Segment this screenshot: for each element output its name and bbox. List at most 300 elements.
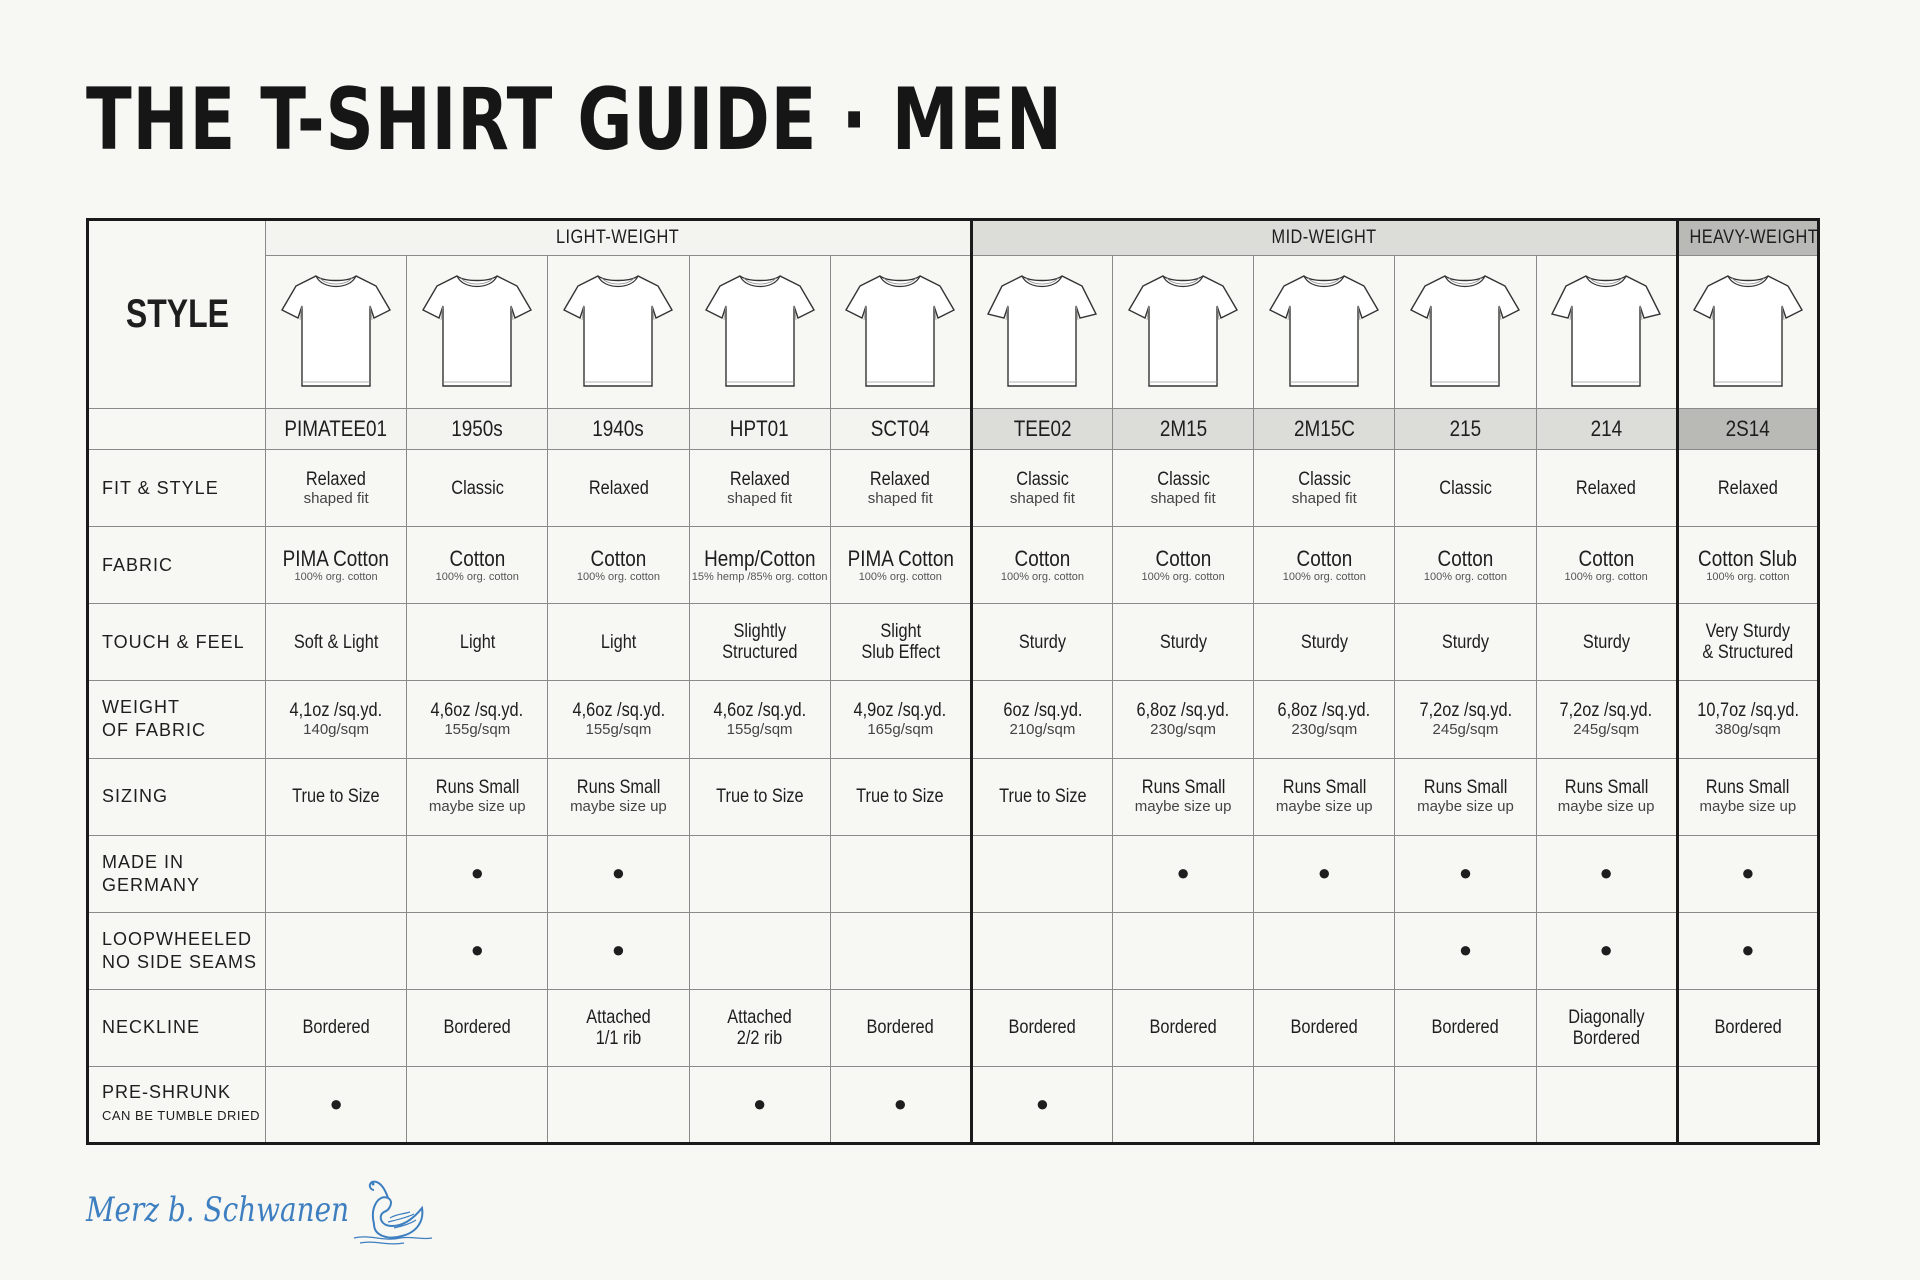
row-germany (88, 835, 1819, 912)
fit-value: Relaxed (729, 468, 790, 490)
row-label-subtext: CAN BE TUMBLE DRIED (102, 1108, 261, 1124)
cell-neckline-2s14 (1677, 989, 1818, 1066)
product-image-tee02 (971, 256, 1112, 409)
fabric-value: Cotton (1437, 545, 1494, 571)
fit-subvalue: shaped fit (867, 489, 933, 507)
cell-preshrunk-pimatee01 (266, 1066, 407, 1143)
product-code-214 (1536, 409, 1677, 450)
cell-germany-2s14 (1677, 835, 1818, 912)
feel-value: Soft & Light (293, 631, 379, 653)
feel-value-wrap (722, 621, 797, 663)
neckline-value: Bordered (1008, 1017, 1077, 1039)
row-label-text: SIZING (102, 786, 169, 807)
neckline-value-wrap (1009, 1017, 1076, 1038)
cell-neckline-tee02 (971, 989, 1112, 1066)
cell-weight-pimatee01 (266, 681, 407, 758)
product-code-label: SCT04 (870, 416, 930, 442)
cell-fit-215 (1395, 450, 1536, 527)
fabric-value: Cotton (1014, 545, 1071, 571)
sizing-value: Runs Small (1706, 777, 1790, 799)
neckline-value-wrap (1432, 1017, 1499, 1038)
cell-fit-hpt01 (689, 450, 830, 527)
product-image-pimatee01 (266, 256, 407, 409)
cell-neckline-sct04 (830, 989, 971, 1066)
cell-germany-pimatee01 (266, 835, 407, 912)
cell-preshrunk-1940s (548, 1066, 689, 1143)
tshirt-icon (1407, 266, 1523, 394)
cell-sizing-1940s (548, 758, 689, 835)
sizing-value: Runs Small (1423, 777, 1508, 799)
neckline-value-line2: 1/1 rib (595, 1027, 642, 1049)
neckline-value: Bordered (1149, 1017, 1217, 1039)
group-label-mid: MID-WEIGHT (1271, 227, 1377, 249)
cell-weight-215 (1395, 681, 1536, 758)
cell-feel-2m15c (1254, 604, 1395, 681)
sizing-value: Runs Small (1282, 777, 1367, 799)
bullet-dot: ● (1741, 860, 1755, 886)
row-label-subtext: OF FABRIC (102, 720, 207, 741)
fabric-composition: 15% hemp /85% org. cotton (691, 570, 828, 583)
weight-value: 6oz /sq.yd. (1002, 699, 1082, 721)
neckline-value-wrap (1291, 1017, 1358, 1038)
sizing-value: Runs Small (1564, 777, 1648, 799)
fit-subvalue: shaped fit (1150, 489, 1216, 507)
cell-preshrunk-1950s (407, 1066, 548, 1143)
cell-neckline-pimatee01 (266, 989, 407, 1066)
bullet-dot: ● (1599, 860, 1613, 886)
row-loopwheeled (88, 912, 1819, 989)
row-label-subtext: GERMANY (102, 874, 201, 895)
bullet-dot: ● (1741, 937, 1755, 963)
weight-value: 4,6oz /sq.yd. (713, 699, 806, 721)
product-code-label: 2M15 (1159, 416, 1207, 442)
cell-sizing-2m15c (1254, 758, 1395, 835)
cell-fabric-215 (1395, 527, 1536, 604)
weight-metric: 380g/sqm (1714, 720, 1781, 738)
fabric-value: Cotton Slub (1698, 545, 1798, 571)
neckline-value: Bordered (302, 1017, 370, 1039)
cell-germany-1950s (407, 835, 548, 912)
weight-value: 6,8oz /sq.yd. (1277, 699, 1371, 721)
product-code-label: TEE02 (1013, 416, 1072, 442)
weight-value: 7,2oz /sq.yd. (1419, 699, 1512, 721)
brand-logo (86, 1168, 446, 1246)
sizing-value: Runs Small (576, 777, 661, 799)
bullet-dot: ● (1317, 860, 1331, 886)
brand-name: Merz b. Schwanen (86, 1190, 350, 1230)
cell-loopwheeled-2s14 (1677, 912, 1818, 989)
feel-value: Very Sturdy (1705, 621, 1791, 643)
cell-neckline-214 (1536, 989, 1677, 1066)
fabric-value: PIMA Cotton (282, 545, 390, 571)
product-image-214 (1536, 256, 1677, 409)
bullet-dot: ● (1458, 860, 1473, 886)
cell-sizing-hpt01 (689, 758, 830, 835)
fabric-composition: 100% org. cotton (1000, 570, 1085, 583)
bullet-dot: ● (1035, 1090, 1050, 1116)
row-label-neckline (88, 989, 266, 1066)
cell-fit-pimatee01 (266, 450, 407, 527)
sizing-value: True to Size (998, 786, 1087, 808)
swan-icon (344, 1168, 434, 1246)
cell-preshrunk-2m15c (1254, 1066, 1395, 1143)
product-code-2m15 (1113, 409, 1254, 450)
feel-value-wrap (861, 621, 940, 663)
neckline-value-wrap (1150, 1017, 1217, 1038)
cell-neckline-2m15 (1113, 989, 1254, 1066)
fabric-composition: 100% org. cotton (576, 570, 661, 583)
feel-value-wrap (294, 632, 378, 653)
product-image-2m15 (1113, 256, 1254, 409)
tshirt-icon (278, 266, 394, 394)
cell-fabric-hpt01 (689, 527, 830, 604)
cell-loopwheeled-2m15c (1254, 912, 1395, 989)
row-label-subtext: NO SIDE SEAMS (102, 951, 258, 972)
cell-feel-sct04 (830, 604, 971, 681)
cell-preshrunk-2s14 (1677, 1066, 1818, 1143)
feel-value: Light (600, 631, 637, 653)
neckline-value: Bordered (866, 1017, 934, 1039)
row-label-text: PRE-SHRUNK (102, 1082, 232, 1103)
cell-germany-sct04 (830, 835, 971, 912)
product-code-label: 1950s (451, 416, 504, 442)
sizing-hint: maybe size up (1557, 798, 1655, 816)
cell-feel-pimatee01 (266, 604, 407, 681)
cell-feel-214 (1536, 604, 1677, 681)
cell-weight-sct04 (830, 681, 971, 758)
bullet-dot: ● (470, 937, 484, 963)
feel-value: Slight (879, 621, 921, 643)
neckline-value-wrap (1568, 1007, 1644, 1049)
fit-subvalue: shaped fit (303, 489, 369, 507)
cell-fit-sct04 (830, 450, 971, 527)
neckline-value-wrap (586, 1007, 651, 1049)
tshirt-icon (1690, 266, 1806, 394)
bullet-dot: ● (611, 937, 626, 963)
weight-value: 6,8oz /sq.yd. (1136, 699, 1230, 721)
fabric-composition: 100% org. cotton (294, 570, 378, 583)
weight-metric: 230g/sqm (1291, 720, 1358, 738)
cell-weight-tee02 (971, 681, 1112, 758)
cell-preshrunk-hpt01 (689, 1066, 830, 1143)
fit-subvalue: shaped fit (1291, 489, 1357, 507)
fabric-composition: 100% org. cotton (1423, 570, 1508, 583)
sizing-value: True to Size (856, 786, 945, 808)
product-code-sct04 (830, 409, 971, 450)
row-label-sizing (88, 758, 266, 835)
cell-preshrunk-tee02 (971, 1066, 1112, 1143)
cell-germany-2m15 (1113, 835, 1254, 912)
cell-sizing-2m15 (1113, 758, 1254, 835)
sizing-hint: maybe size up (1134, 798, 1232, 816)
weight-metric: 155g/sqm (726, 720, 793, 738)
cell-fabric-2s14 (1677, 527, 1818, 604)
cell-fabric-2m15 (1113, 527, 1254, 604)
product-code-2m15c (1254, 409, 1395, 450)
sizing-hint: maybe size up (1699, 798, 1797, 816)
cell-feel-1940s (548, 604, 689, 681)
cell-germany-1940s (548, 835, 689, 912)
product-image-215 (1395, 256, 1536, 409)
cell-loopwheeled-hpt01 (689, 912, 830, 989)
product-code-pimatee01 (266, 409, 407, 450)
product-image-hpt01 (689, 256, 830, 409)
neckline-value: Attached (727, 1006, 792, 1028)
page-title: THE T-SHIRT GUIDE · MEN (86, 70, 1063, 170)
neckline-value-wrap (302, 1017, 369, 1038)
bullet-dot: ● (470, 860, 484, 886)
fit-value: Classic (1439, 477, 1492, 499)
cell-weight-214 (1536, 681, 1677, 758)
code-row-label (88, 409, 266, 450)
cell-preshrunk-214 (1536, 1066, 1677, 1143)
cell-fabric-2m15c (1254, 527, 1395, 604)
group-header-light (266, 220, 972, 256)
fabric-value: Cotton (590, 545, 647, 571)
fit-subvalue: shaped fit (1009, 489, 1075, 507)
cell-loopwheeled-pimatee01 (266, 912, 407, 989)
fabric-composition: 100% org. cotton (1706, 570, 1790, 583)
weight-value: 4,9oz /sq.yd. (853, 699, 947, 721)
fit-value: Relaxed (588, 477, 649, 499)
weight-value: 4,1oz /sq.yd. (289, 699, 383, 721)
product-code-label: 2M15C (1293, 416, 1355, 442)
fabric-value: PIMA Cotton (847, 545, 954, 571)
weight-value: 10,7oz /sq.yd. (1696, 699, 1799, 721)
product-code-hpt01 (689, 409, 830, 450)
neckline-value-wrap (1714, 1017, 1781, 1038)
weight-metric: 140g/sqm (303, 720, 370, 738)
product-code-1950s (407, 409, 548, 450)
tshirt-icon (842, 266, 958, 394)
cell-loopwheeled-2m15 (1113, 912, 1254, 989)
row-label-preshrunk (88, 1066, 266, 1143)
feel-value-line2: Structured (721, 642, 798, 664)
feel-value: Light (459, 631, 495, 653)
sizing-value: Runs Small (1141, 777, 1225, 799)
cell-preshrunk-2m15 (1113, 1066, 1254, 1143)
neckline-value-wrap (727, 1007, 792, 1049)
product-code-2s14 (1677, 409, 1818, 450)
feel-value-line2: & Structured (1702, 642, 1794, 664)
feel-value-wrap (1583, 632, 1630, 653)
feel-value-wrap (1301, 632, 1348, 653)
bullet-dot: ● (1599, 937, 1613, 963)
cell-sizing-2s14 (1677, 758, 1818, 835)
cell-feel-hpt01 (689, 604, 830, 681)
fabric-composition: 100% org. cotton (858, 570, 942, 583)
feel-value-wrap (1019, 632, 1066, 653)
cell-feel-2s14 (1677, 604, 1818, 681)
cell-sizing-214 (1536, 758, 1677, 835)
neckline-value: Bordered (1431, 1017, 1500, 1039)
row-label-fit (88, 450, 266, 527)
cell-loopwheeled-1940s (548, 912, 689, 989)
sizing-hint: maybe size up (570, 798, 667, 816)
tshirt-guide-table (86, 218, 1820, 1145)
cell-sizing-tee02 (971, 758, 1112, 835)
cell-loopwheeled-215 (1395, 912, 1536, 989)
cell-neckline-1940s (548, 989, 689, 1066)
bullet-dot: ● (329, 1090, 343, 1116)
neckline-value: Attached (586, 1006, 651, 1028)
cell-loopwheeled-1950s (407, 912, 548, 989)
fit-value: Relaxed (870, 468, 931, 490)
group-label-light: LIGHT-WEIGHT (556, 227, 680, 249)
feel-value: Sturdy (1159, 631, 1207, 653)
cell-fabric-214 (1536, 527, 1677, 604)
cell-preshrunk-215 (1395, 1066, 1536, 1143)
row-fabric (88, 527, 1819, 604)
product-code-label: 215 (1449, 416, 1482, 442)
cell-neckline-2m15c (1254, 989, 1395, 1066)
fabric-value: Cotton (1296, 545, 1353, 571)
weight-value: 7,2oz /sq.yd. (1559, 699, 1653, 721)
weight-metric: 210g/sqm (1009, 720, 1076, 738)
cell-fit-1950s (407, 450, 548, 527)
weight-metric: 230g/sqm (1150, 720, 1217, 738)
fit-value: Classic (1297, 468, 1351, 490)
fabric-composition: 100% org. cotton (1564, 570, 1648, 583)
row-preshrunk (88, 1066, 1819, 1143)
bullet-dot: ● (893, 1090, 907, 1116)
neckline-value-line2: Bordered (1572, 1027, 1640, 1049)
sizing-value: True to Size (292, 786, 380, 808)
row-fit (88, 450, 1819, 527)
weight-value: 4,6oz /sq.yd. (572, 699, 665, 721)
weight-metric: 155g/sqm (444, 720, 511, 738)
neckline-value-line2: 2/2 rib (736, 1027, 783, 1049)
cell-weight-2s14 (1677, 681, 1818, 758)
tshirt-icon (1548, 266, 1664, 394)
cell-fit-2s14 (1677, 450, 1818, 527)
row-label-text: MADE IN (102, 851, 185, 872)
sizing-hint: maybe size up (1417, 798, 1514, 816)
cell-sizing-sct04 (830, 758, 971, 835)
cell-fabric-pimatee01 (266, 527, 407, 604)
feel-value: Sturdy (1441, 631, 1490, 653)
cell-fit-214 (1536, 450, 1677, 527)
row-label-germany (88, 835, 266, 912)
product-image-1950s (407, 256, 548, 409)
feel-value-wrap (1442, 632, 1489, 653)
sizing-value: True to Size (715, 786, 804, 808)
row-label-text: LOOPWHEELED (102, 928, 253, 949)
product-code-label: 1940s (592, 416, 645, 442)
bullet-dot: ● (752, 1090, 767, 1116)
product-image-sct04 (830, 256, 971, 409)
fit-subvalue: shaped fit (727, 489, 793, 507)
cell-sizing-215 (1395, 758, 1536, 835)
product-code-1940s (548, 409, 689, 450)
neckline-value-wrap (867, 1017, 934, 1038)
row-neckline (88, 989, 1819, 1066)
cell-fit-1940s (548, 450, 689, 527)
feel-value-wrap (1160, 632, 1207, 653)
cell-fabric-sct04 (830, 527, 971, 604)
product-code-tee02 (971, 409, 1112, 450)
cell-sizing-pimatee01 (266, 758, 407, 835)
neckline-value-wrap (444, 1017, 511, 1038)
cell-neckline-1950s (407, 989, 548, 1066)
sizing-hint: maybe size up (428, 798, 526, 816)
cell-fabric-tee02 (971, 527, 1112, 604)
feel-value-wrap (601, 632, 636, 653)
cell-fabric-1940s (548, 527, 689, 604)
tshirt-icon (560, 266, 676, 394)
row-label-weight (88, 681, 266, 758)
row-feel (88, 604, 1819, 681)
row-label-text: TOUCH & FEEL (102, 631, 245, 652)
cell-preshrunk-sct04 (830, 1066, 971, 1143)
product-image-2m15c (1254, 256, 1395, 409)
weight-value: 4,6oz /sq.yd. (430, 699, 524, 721)
weight-metric: 245g/sqm (1573, 720, 1640, 738)
product-code-label: 214 (1590, 416, 1622, 442)
cell-germany-214 (1536, 835, 1677, 912)
product-code-215 (1395, 409, 1536, 450)
bullet-dot: ● (1176, 860, 1190, 886)
cell-weight-hpt01 (689, 681, 830, 758)
fabric-value: Hemp/Cotton (703, 545, 816, 571)
tshirt-icon (702, 266, 818, 394)
style-header (88, 220, 266, 409)
fabric-value: Cotton (1578, 545, 1635, 571)
weight-metric: 155g/sqm (585, 720, 652, 738)
cell-loopwheeled-tee02 (971, 912, 1112, 989)
group-header-heavy (1677, 220, 1818, 256)
row-label-text: WEIGHT (102, 697, 180, 718)
cell-fabric-1950s (407, 527, 548, 604)
fabric-value: Cotton (449, 545, 506, 571)
feel-value: Sturdy (1018, 631, 1067, 653)
cell-neckline-hpt01 (689, 989, 830, 1066)
cell-weight-2m15 (1113, 681, 1254, 758)
cell-weight-1940s (548, 681, 689, 758)
cell-feel-215 (1395, 604, 1536, 681)
product-image-1940s (548, 256, 689, 409)
neckline-value: Bordered (443, 1017, 511, 1039)
feel-value-line2: Slub Effect (860, 642, 940, 664)
feel-value: Sturdy (1582, 631, 1630, 653)
product-code-label: 2S14 (1725, 416, 1770, 442)
tshirt-icon (419, 266, 535, 394)
row-label-fabric (88, 527, 266, 604)
fit-value: Relaxed (1576, 477, 1637, 499)
row-label-text: FIT & STYLE (102, 477, 219, 498)
product-code-label: PIMATEE01 (284, 416, 388, 442)
feel-value-wrap (1702, 621, 1793, 663)
row-label-feel (88, 604, 266, 681)
cell-fit-2m15c (1254, 450, 1395, 527)
weight-metric: 165g/sqm (867, 720, 934, 738)
cell-feel-tee02 (971, 604, 1112, 681)
tshirt-icon (1125, 266, 1241, 394)
row-label-loopwheeled (88, 912, 266, 989)
cell-loopwheeled-sct04 (830, 912, 971, 989)
fabric-value: Cotton (1155, 545, 1211, 571)
neckline-value: Bordered (1290, 1017, 1358, 1039)
fit-value: Classic (1156, 468, 1210, 490)
row-label-text: FABRIC (102, 554, 174, 575)
row-label-text: NECKLINE (102, 1017, 201, 1038)
feel-value: Slightly (733, 621, 786, 643)
group-header-mid (971, 220, 1677, 256)
product-code-label: HPT01 (730, 416, 790, 442)
cell-weight-1950s (407, 681, 548, 758)
fit-value: Classic (450, 477, 504, 499)
weight-metric: 245g/sqm (1432, 720, 1499, 738)
